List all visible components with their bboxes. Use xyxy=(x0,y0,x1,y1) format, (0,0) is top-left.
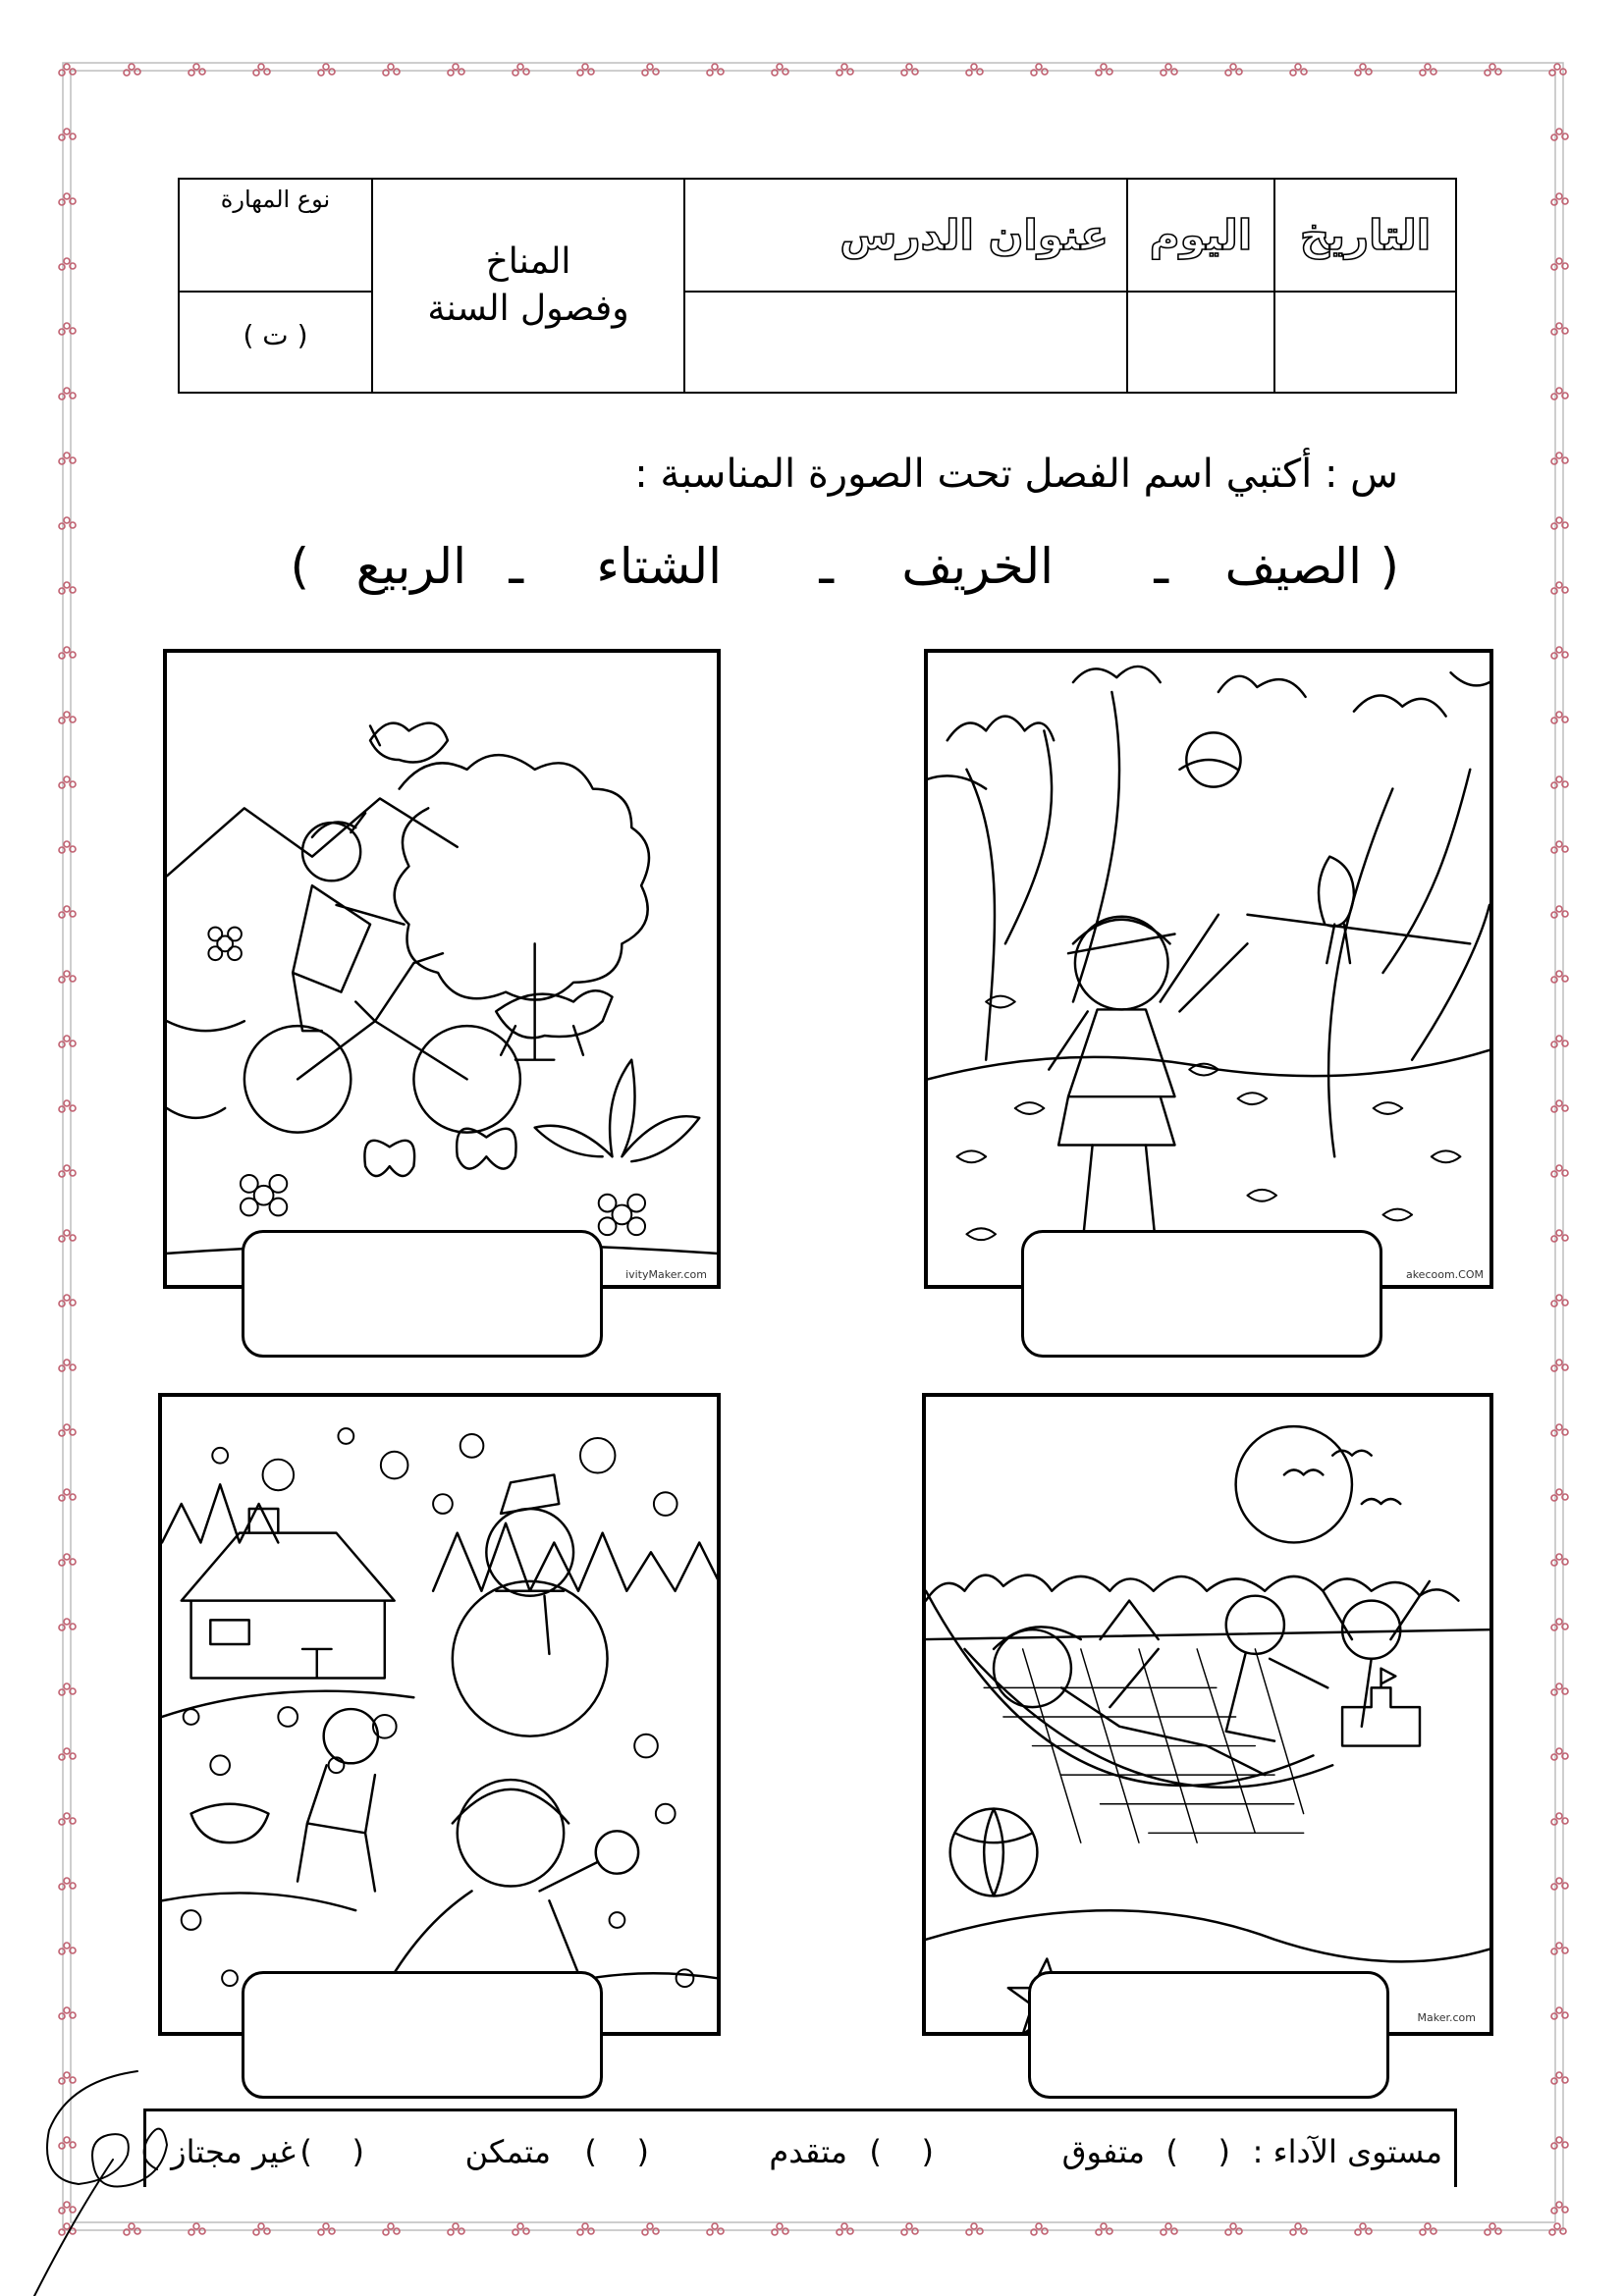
date-label-cell xyxy=(1274,179,1456,292)
lesson-title-field[interactable] xyxy=(684,292,1127,393)
skill-type-label-cell xyxy=(179,179,372,292)
skill-type-label: نوع المهارة xyxy=(220,186,331,213)
autumn-answer-box[interactable] xyxy=(1021,1230,1382,1358)
summer-answer-box[interactable] xyxy=(1028,1971,1389,2099)
winter-answer-box[interactable] xyxy=(242,1971,603,2099)
choices-close-paren: ) xyxy=(290,538,309,595)
performance-mark-advanced[interactable]: ( ) xyxy=(869,2133,934,2170)
choice-spring: الربيع xyxy=(355,538,466,595)
spring-illustration xyxy=(167,653,717,1285)
lesson-header-table xyxy=(178,178,1457,394)
day-label: اليوم xyxy=(1149,211,1253,259)
performance-mark-excellent[interactable]: ( ) xyxy=(1165,2133,1230,2170)
summer-illustration xyxy=(926,1397,1489,2032)
lesson-title-label-cell xyxy=(684,179,1127,292)
date-label: التاريخ xyxy=(1299,211,1432,259)
autumn-credit: akecoom.COM xyxy=(1405,1268,1484,1281)
performance-level-bar xyxy=(143,2109,1457,2187)
performance-option-excellent: متفوق xyxy=(1061,2133,1145,2170)
day-field[interactable] xyxy=(1127,292,1274,393)
performance-option-not-passed: غير مجتاز xyxy=(171,2133,296,2170)
day-label-cell xyxy=(1127,179,1274,292)
question-prompt: س : أكتبي اسم الفصل تحت الصورة المناسبة : xyxy=(634,452,1398,497)
topic-line-2: وفصول السنة xyxy=(427,289,629,329)
skill-type-value-cell xyxy=(179,292,372,393)
spring-credit: ivityMaker.com xyxy=(625,1268,707,1281)
spring-picture xyxy=(163,649,721,1289)
performance-mark-proficient[interactable]: ( ) xyxy=(584,2133,649,2170)
performance-mark-not-passed[interactable]: ( ) xyxy=(299,2133,364,2170)
summer-credit: Maker.com xyxy=(1417,2011,1476,2024)
date-field[interactable] xyxy=(1274,292,1456,393)
topic-cell xyxy=(372,179,684,393)
season-choices xyxy=(290,538,1399,607)
autumn-picture xyxy=(924,649,1493,1289)
spring-answer-box[interactable] xyxy=(242,1230,603,1358)
summer-picture xyxy=(922,1393,1493,2036)
topic-line-1: المناخ xyxy=(485,241,571,282)
choice-separator: ـ xyxy=(509,538,523,595)
choice-autumn: الخريف xyxy=(901,538,1054,595)
performance-label: مستوى الآداء : xyxy=(1252,2133,1442,2170)
performance-option-proficient: متمكن xyxy=(464,2133,551,2170)
choice-separator: ـ xyxy=(1154,538,1168,595)
choice-separator: ـ xyxy=(819,538,834,595)
autumn-illustration xyxy=(928,653,1489,1285)
winter-picture xyxy=(158,1393,721,2036)
skill-type-value: ( ت ) xyxy=(243,319,308,351)
performance-option-advanced: متقدم xyxy=(769,2133,847,2170)
lesson-title-label: عنوان الدرس xyxy=(839,211,1109,259)
choices-open-paren: ( xyxy=(1380,538,1399,595)
choice-summer: الصيف xyxy=(1224,538,1362,595)
choice-winter: الشتاء xyxy=(596,538,722,595)
winter-illustration xyxy=(162,1397,717,2032)
